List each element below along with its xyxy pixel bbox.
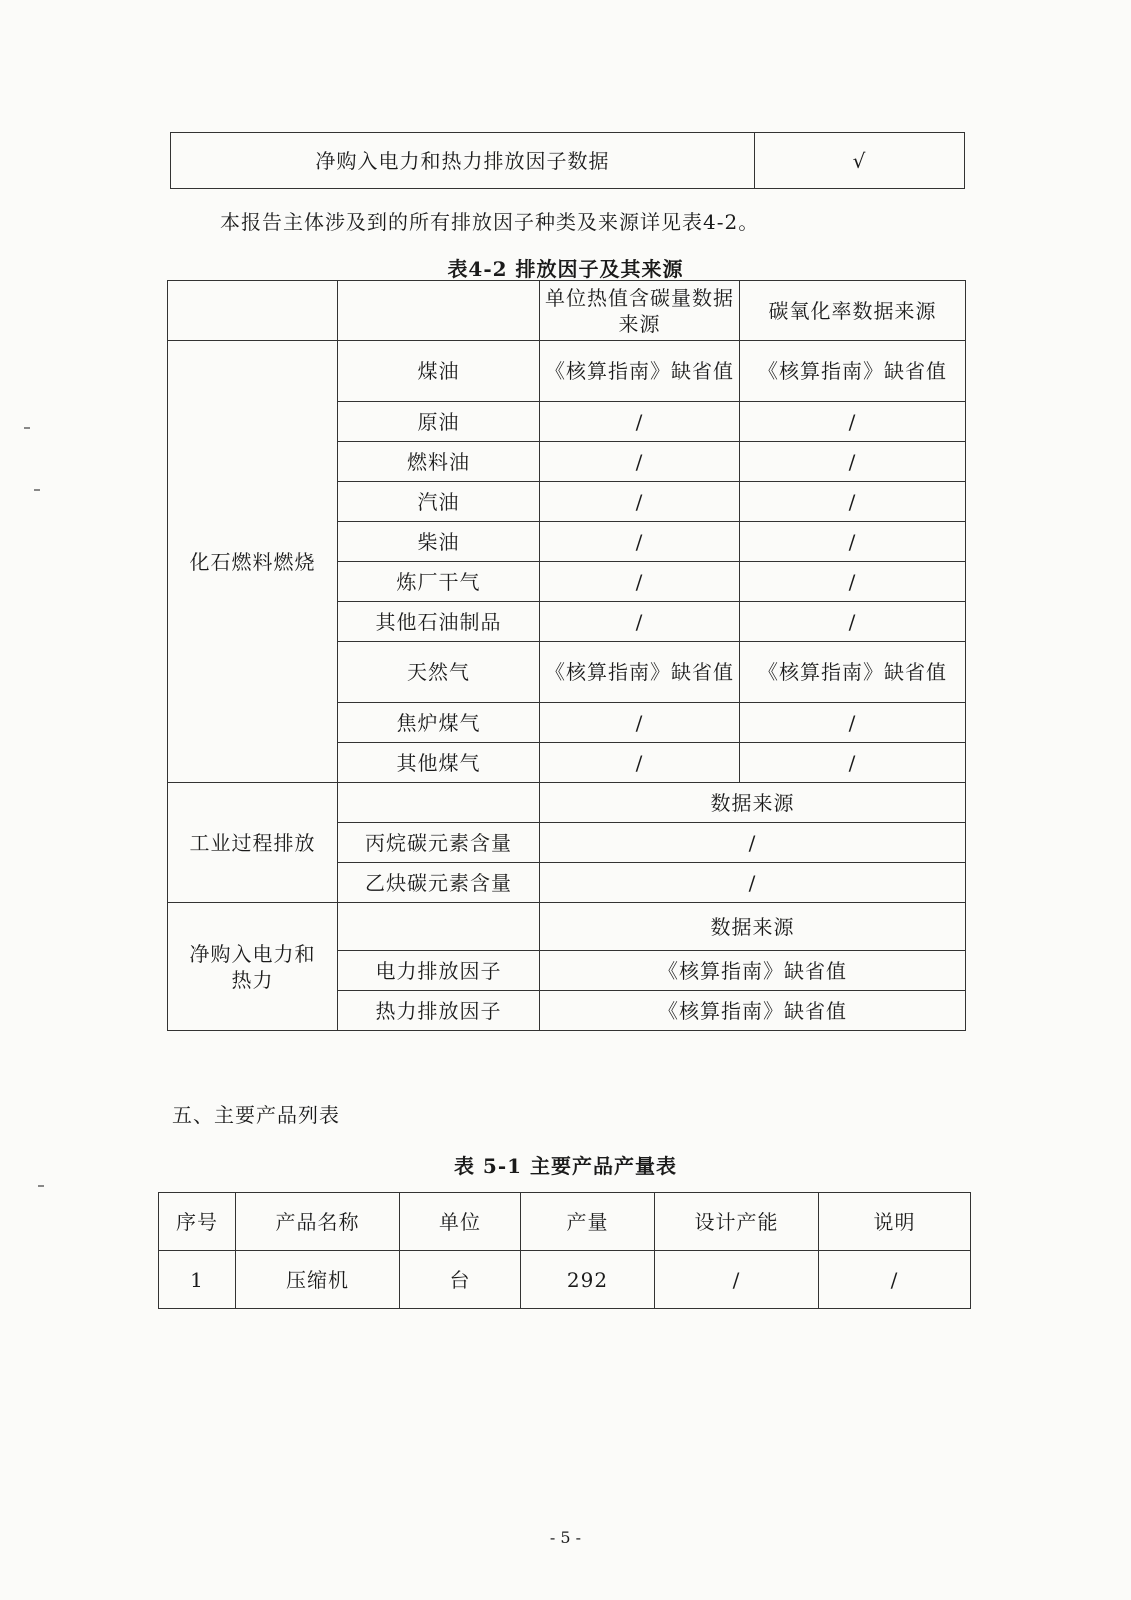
page-number: - 5 - <box>549 1528 582 1547</box>
scan-mark <box>38 1185 44 1187</box>
fuel-oxidation-source: 《核算指南》缺省值 <box>740 642 966 703</box>
table-5-1-caption: 表 5-1 主要产品产量表 <box>453 1154 678 1178</box>
fuel-carbon-source: / <box>540 703 740 743</box>
fuel-oxidation-source: / <box>740 482 966 522</box>
fuel-name: 炼厂干气 <box>338 562 540 602</box>
fuel-oxidation-source: 《核算指南》缺省值 <box>740 341 966 402</box>
fuel-carbon-source: / <box>540 522 740 562</box>
section-5-heading: 五、主要产品列表 <box>172 1103 340 1127</box>
intro-paragraph: 本报告主体涉及到的所有排放因子种类及来源详见表4-2。 <box>220 210 760 234</box>
fuel-name: 燃料油 <box>338 442 540 482</box>
header-notes: 说明 <box>819 1193 971 1251</box>
fuel-name: 柴油 <box>338 522 540 562</box>
header-design-capacity: 设计产能 <box>655 1193 819 1251</box>
fuel-oxidation-source: / <box>740 743 966 783</box>
table-5-1 <box>158 1192 971 1309</box>
fuel-name: 焦炉煤气 <box>338 703 540 743</box>
fuel-oxidation-source: / <box>740 522 966 562</box>
cell-unit: 台 <box>400 1251 521 1309</box>
fuel-name: 汽油 <box>338 482 540 522</box>
fuel-name: 其他石油制品 <box>338 602 540 642</box>
table-4-2 <box>167 280 966 1031</box>
scan-mark <box>24 427 30 429</box>
category-fossil: 化石燃料燃烧 <box>168 341 338 783</box>
header-carbon-content: 单位热值含碳量数据来源 <box>540 281 740 341</box>
fuel-name: 天然气 <box>338 642 540 703</box>
purchased-item-value: 《核算指南》缺省值 <box>540 951 966 991</box>
purchased-item-value: 《核算指南》缺省值 <box>540 991 966 1031</box>
process-item-value: / <box>540 863 966 903</box>
process-item-name: 丙烷碳元素含量 <box>338 823 540 863</box>
cell-output: 292 <box>521 1251 655 1309</box>
cell-index: 1 <box>159 1251 236 1309</box>
process-header-empty <box>338 783 540 823</box>
fuel-name: 原油 <box>338 402 540 442</box>
fuel-oxidation-source: / <box>740 703 966 743</box>
header-empty-2 <box>338 281 540 341</box>
purchased-header-empty <box>338 903 540 951</box>
fuel-carbon-source: 《核算指南》缺省值 <box>540 341 740 402</box>
cell-design-capacity: / <box>655 1251 819 1309</box>
header-empty-1 <box>168 281 338 341</box>
purchased-data-source-header: 数据来源 <box>540 903 966 951</box>
top-table-value: √ <box>755 133 965 189</box>
fuel-carbon-source: / <box>540 562 740 602</box>
fuel-oxidation-source: / <box>740 442 966 482</box>
table-4-2-caption: 表4-2 排放因子及其来源 <box>447 257 684 281</box>
header-index: 序号 <box>159 1193 236 1251</box>
fuel-oxidation-source: / <box>740 602 966 642</box>
cell-product-name: 压缩机 <box>236 1251 400 1309</box>
header-unit: 单位 <box>400 1193 521 1251</box>
fuel-carbon-source: / <box>540 482 740 522</box>
fuel-carbon-source: / <box>540 743 740 783</box>
header-output: 产量 <box>521 1193 655 1251</box>
fuel-name: 煤油 <box>338 341 540 402</box>
category-purchased: 净购入电力和热力 <box>168 903 338 1031</box>
process-data-source-header: 数据来源 <box>540 783 966 823</box>
scan-mark <box>34 489 40 491</box>
header-product-name: 产品名称 <box>236 1193 400 1251</box>
process-item-value: / <box>540 823 966 863</box>
top-table-label: 净购入电力和热力排放因子数据 <box>171 133 755 189</box>
purchased-item-name: 电力排放因子 <box>338 951 540 991</box>
fuel-carbon-source: 《核算指南》缺省值 <box>540 642 740 703</box>
fuel-carbon-source: / <box>540 402 740 442</box>
fuel-oxidation-source: / <box>740 402 966 442</box>
fuel-name: 其他煤气 <box>338 743 540 783</box>
process-item-name: 乙炔碳元素含量 <box>338 863 540 903</box>
fuel-carbon-source: / <box>540 602 740 642</box>
fuel-carbon-source: / <box>540 442 740 482</box>
cell-notes: / <box>819 1251 971 1309</box>
category-process: 工业过程排放 <box>168 783 338 903</box>
fuel-oxidation-source: / <box>740 562 966 602</box>
header-oxidation-rate: 碳氧化率数据来源 <box>740 281 966 341</box>
top-table <box>170 132 965 189</box>
purchased-item-name: 热力排放因子 <box>338 991 540 1031</box>
